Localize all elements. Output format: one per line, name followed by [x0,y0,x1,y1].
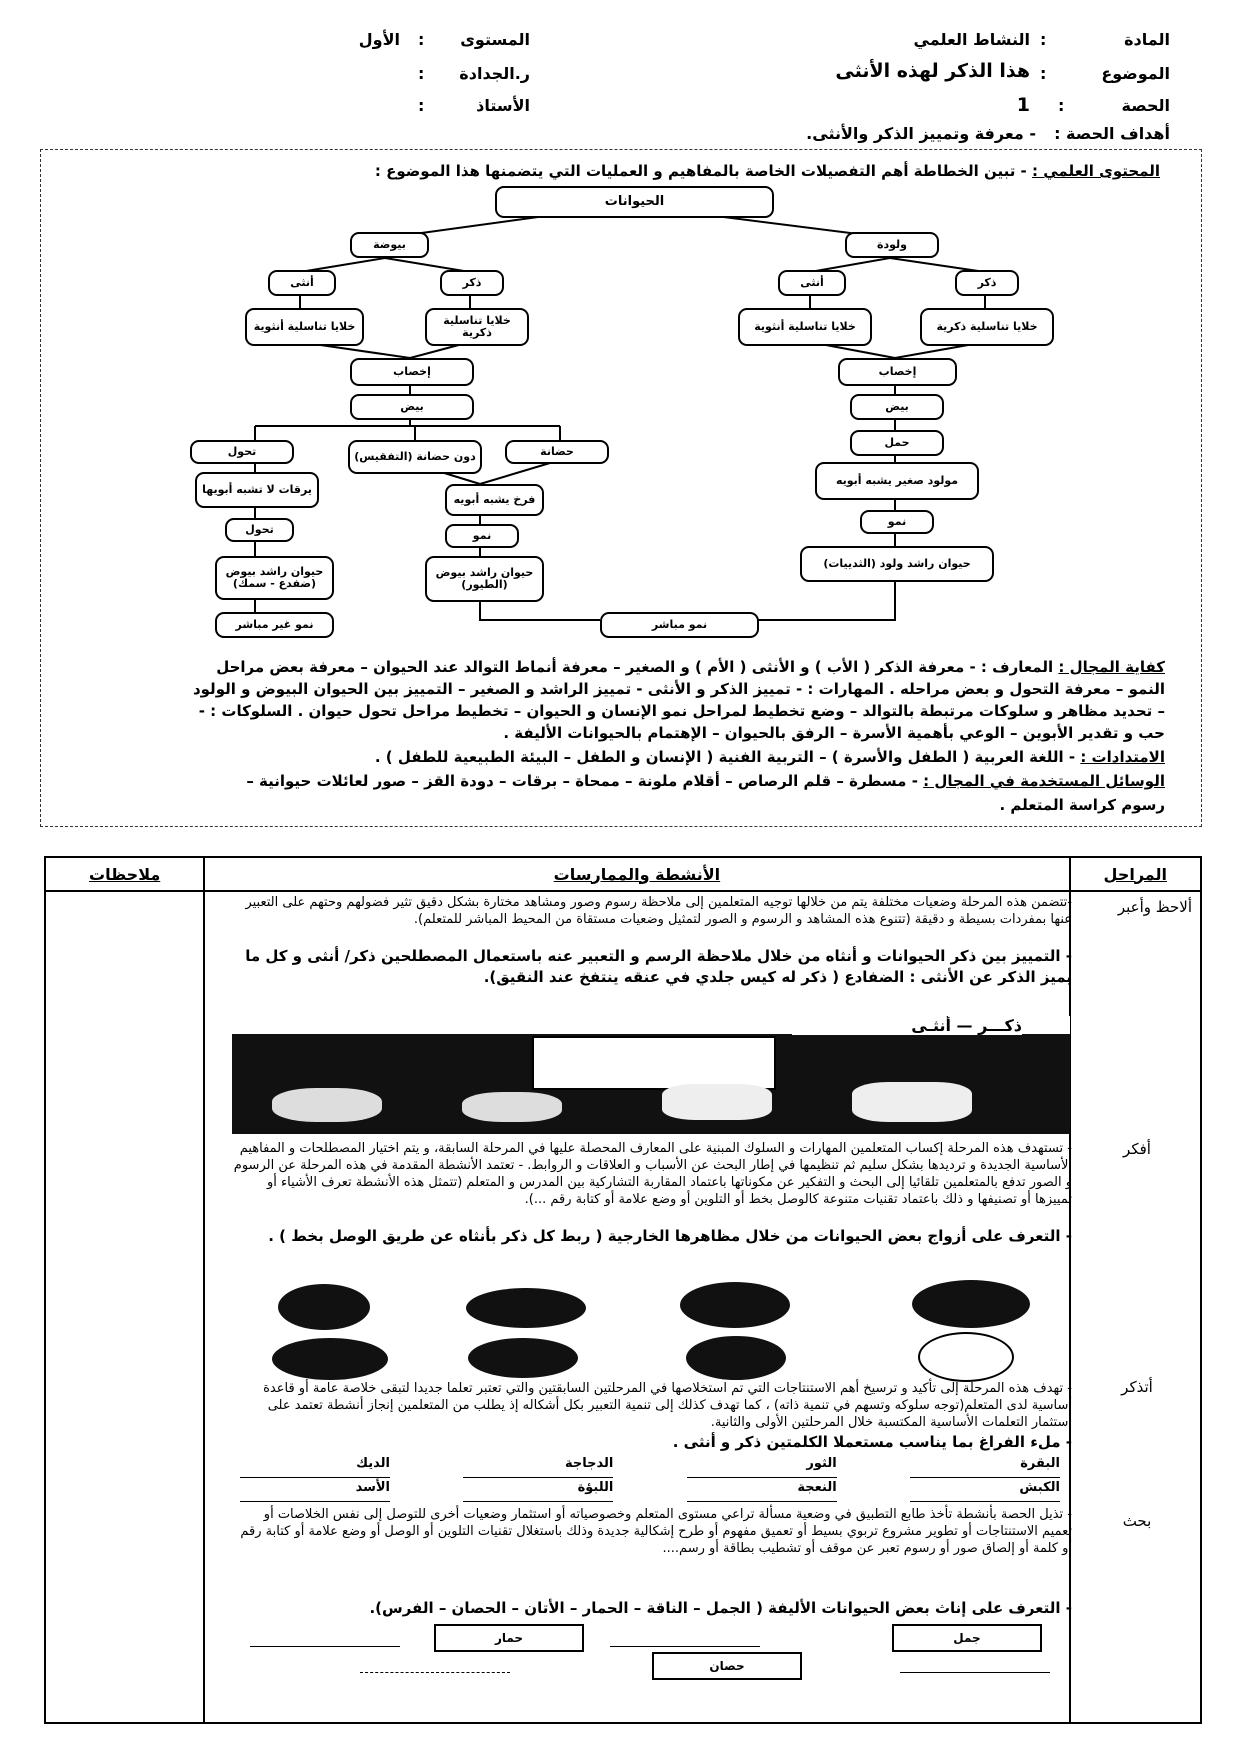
stage3-task: - ملء الفراغ بما يناسب مستعملا الكلمتين ذكر و أنثى . [672,1433,1072,1451]
node-growth-viviparous: نمو [860,510,934,534]
content-intro: - تبين الخطاطة أهم التفصيلات الخاصة بالمفاهيم و العمليات التي يتضمنها هذا الموضوع : [374,162,1027,180]
fill-blank-1[interactable]: البقرة [910,1456,1060,1478]
diagram-connectors [0,180,1241,650]
competence-line-3: – تحديد مظاهر و سلوكات مرتبطة بالتوالد – وضع تخطيط لمراحل نمو الإنسان و الحيوان – تخطيط مراحل تحول حيوان . السلوكات : - [198,702,1165,720]
animal-shape-1 [272,1088,382,1122]
blank-line-1[interactable] [250,1646,400,1647]
subject-colon: : [1040,30,1047,49]
node-adult-oviparous: حيوان راشد بيوض (الطيور) [425,556,544,602]
farm-caption: ذكـــر — أنثـى [792,1016,1022,1035]
animal-silhouette-5 [272,1338,388,1380]
materials-text-1: - مسطرة – قلم الرصاص – أقلام ملونة – ممحاة – برقات – دودة القز – صور لعائلات حيوانية – [246,772,918,790]
extensions-text: - اللغة العربية ( الطفل والأسرة ) – التربية الفنية ( الإنسان و الطفل – البيئة الطبيعية للطفل ) . [374,748,1076,766]
level-value: الأول [358,30,400,49]
header-notes: ملاحظات [45,857,204,891]
stage2-description: - تستهدف هذه المرحلة إكساب المتعلمين المهارات و السلوك المبنية على المعارف المحصلة عليها في المرحلة السابقة، و يتم اختيار المصطلحات و المفاهيم الأساسية الجديدة و ترديدها بشكل سليم ثم تنظيمها في إطار البحث عن الأسباب و العلاقات و الروابط. - تعتمد الأنشطة المقدمة في هذه المرحلة عن الرسوم و الصور تدفع بالمتعلمين تلقائيا إلى البحث و التفكير عن مكوناتها باعتماد المقاربة التشاركية بين المدرس و المتعلم (تتمثل هذه الأنشطة تعرف الأشياء أو تمييزها أو تصنيفها و ذلك باعتماد تقنيات متنوعة كالوصل بخط أو التلوين أو وضع علامة أو كتابة رقم ...). [233,1141,1072,1207]
goals-label: أهداف الحصة : [1054,124,1170,143]
materials-line-2: رسوم كراسة المتعلم . [999,796,1165,814]
competence-line-4: حب و تقدير الأبوين – الوعي بأهمية الأسرة – الرفق بالحيوان – الإهتمام بالحيوانات الأليفة . [503,724,1165,742]
fill-row-2 [240,1480,1060,1502]
fill-blank-2[interactable]: الثور [687,1456,837,1478]
animal-silhouette-8 [918,1332,1014,1382]
animal-silhouette-6 [468,1338,578,1378]
goals-value: - معرفة وتمييز الذكر والأنثى. [806,124,1036,143]
box-camel: جمل [892,1624,1042,1652]
topic-label: الموضوع [1101,64,1170,83]
competence-line-1 [55,656,1165,678]
fill-blank-3[interactable]: الدجاجة [463,1456,613,1478]
blank-line-4[interactable] [900,1672,1050,1673]
header-stages: المراحل [1070,857,1201,891]
node-oviparous-fertilization: إخصاب [350,358,474,386]
subject-label: المادة [1124,30,1170,49]
node-metamorphosis-2: تحول [225,518,294,542]
content-intro-line [60,160,1160,182]
fill-blank-6[interactable]: النعجة [687,1480,837,1502]
box-horse: حصان [652,1652,802,1680]
node-oviparous-male: ذكر [440,270,504,296]
node-larva: يرقات لا تشبه أبويها [195,472,319,508]
header-activities: الأنشطة والممارسات [204,857,1069,891]
node-oviparous: بيوضة [350,232,429,258]
school-label: ر.الجدادة [459,64,530,83]
node-viviparous-female-cells: خلايا تناسلية أنثوية [738,308,872,346]
stage-think: أفكر [1123,1140,1151,1158]
stages-cell [1070,891,1201,1723]
stage4-description: - تذيل الحصة بأنشطة تأخذ طابع التطبيق في وضعية مسألة تراعي مستوى المتعلم وخصوصياته أو استثمار وضعيات أخرى للتوصل إلى نفس الخلاصات أو تعميم الاستنتاجات أو تطوير مشروع تربوي بسيط أو تعميق مفهوم أو طرح إشكالية جديدة وذلك باستغلال تقنيات التلوين أو الوصل أو وضع علامة أو كتابة رقم أو كلمة أو إلصاق صور أو رسوم تعبر عن موقف أو تشطيب بطاقة أو رسم.... [240,1507,1072,1556]
animal-shape-4 [852,1082,972,1122]
node-animals: الحيوانات [495,186,774,218]
stage-remember: أتذكر [1121,1378,1153,1396]
fill-blank-4[interactable]: الديك [240,1456,390,1478]
node-egg: بيض [350,394,474,420]
animal-shape-3 [662,1084,772,1120]
session-colon: : [1058,96,1065,115]
box-donkey: حمار [434,1624,584,1652]
knowledge-label: المعارف : [980,658,1054,676]
node-viviparous-male: ذكر [955,270,1019,296]
node-metamorphosis: تحول [190,440,294,464]
node-oviparous-female-cells: خلايا تناسلية أنثوية [245,308,364,346]
node-viviparous-female: أنثى [778,270,846,296]
animal-silhouette-1 [278,1284,370,1330]
node-viviparous-male-cells: خلايا تناسلية ذكرية [920,308,1054,346]
competence-text-1: - معرفة الذكر ( الأب ) و الأنثى ( الأم ) و الصغير – معرفة أنماط التوالد عند الحيوان – معرفة بعض مراحل [216,658,976,676]
level-label: المستوى [460,30,530,49]
animal-silhouette-4 [912,1280,1030,1328]
competence-line-2: النمو – معرفة التحول و بعض مراحله . المهارات : - تمييز الذكر و الأنثى - تمييز الراشد و الصغير – التمييز بين الحيوان البيوض و الولود [192,680,1165,698]
competence-title: كفاية المجال : [1058,658,1165,676]
node-newborn: مولود صغير يشبه أبويه [815,462,979,500]
animal-silhouette-7 [686,1336,786,1380]
subject-value: النشاط العلمي [913,30,1030,49]
stage-research: بحث [1122,1512,1152,1530]
node-chick: فرخ يشبه أبويه [445,484,544,516]
blank-line-2[interactable] [610,1646,760,1647]
session-label: الحصة [1121,96,1170,115]
node-direct-growth: نمو مباشر [600,612,759,638]
teacher-colon: : [418,96,425,115]
node-no-incubation: دون حضانة (التفقيس) [348,440,482,474]
node-growth-oviparous: نمو [445,524,519,548]
blank-line-3[interactable] [360,1672,510,1673]
teacher-label: الأستاذ [476,96,530,115]
notes-cell [45,891,204,1723]
node-incubation: حضانة [505,440,609,464]
stage1-farm-image [232,1016,1070,1134]
node-adult-viviparous: حيوان راشد ولود (الثدييات) [800,546,994,582]
node-oviparous-male-cells: خلايا تناسلية ذكرية [425,308,529,346]
stage3-description: - تهدف هذه المرحلة إلى تأكيد و ترسيخ أهم الاستنتاجات التي تم استخلاصها في المرحلتين السابقتين والتي تعتبر تعلما جديدا لتبقى خلاصة عامة أو قاعدة أساسية لدى المتعلم(توجه سلوكه وتسهم في تنمية ذاته) ، كما تهدف كذلك إلى تنمية التعبير بكل أشكاله إذ يطلب من المتعلمين إنجاز أنشطة تعتمد على استثمار التعلمات الأساسية المكتسبة خلال المرحلتين الأولى والثانية. [263,1381,1072,1430]
node-oviparous-female: أنثى [268,270,336,296]
session-value: 1 [1016,94,1030,116]
extensions-line [55,746,1165,768]
topic-colon: : [1040,64,1047,83]
node-viviparous: ولودة [845,232,939,258]
stage-observe: ألاحظ وأعبر [1117,898,1192,916]
fill-blank-8[interactable]: الأسد [240,1480,390,1502]
stage1-description: -تتضمن هذه المرحلة وضعيات مختلفة يتم من خلالها توجيه المتعلمين إلى ملاحظة رسوم وصور ومشاهد مختارة بشكل دقيق تثير فضولهم وحتهم على التعبير عنها بمفردات بسيطة و دقيقة (تتنوع هذه المشاهد و الرسوم و الصور لتمثيل وضعيات مستقاة من المحيط المباشر للمتعلم). [245,895,1072,927]
school-colon: : [418,64,425,83]
animal-silhouette-3 [680,1282,790,1328]
content-title: المحتوى العلمي : [1032,162,1160,180]
node-egg-viviparous: بيض [850,394,944,420]
topic-value: هذا الذكر لهذه الأنثى [835,60,1030,82]
stage1-task: - التمييز بين ذكر الحيوانات و أنثاه من خلال ملاحظة الرسم و التعبير عنه باستعمال المصطلحين ذكر/ أنثى و كل ما يميز الذكر عن الأنثى : الضفادع ( ذكر له كيس جلدي في عنقه ينتفخ عند النقيق). [245,947,1072,986]
stage2-task: - التعرف على أزواج بعض الحيوانات من خلال مظاهرها الخارجية ( ربط كل ذكر بأنثاه عن طريق الوصل بخط ) . [268,1227,1072,1245]
node-indirect-growth: نمو غير مباشر [215,612,334,638]
fill-blank-7[interactable]: اللبؤة [463,1480,613,1502]
extensions-title: الامتدادات : [1080,748,1165,766]
farm-barn [532,1036,776,1090]
materials-line-1 [55,770,1165,792]
animal-silhouette-2 [466,1288,586,1328]
stage4-task: - التعرف على إناث بعض الحيوانات الأليفة ( الجمل – الناقة – الحمار – الأتان – الحصان – الفرس). [369,1599,1072,1617]
fill-row-1 [240,1456,1060,1478]
node-viviparous-fertilization: إخصاب [838,358,957,386]
level-colon: : [418,30,425,49]
node-adult-metamorphosis: حيوان راشد بيوض (ضفدع - سمك) [215,556,334,600]
materials-title: الوسائل المستخدمة في المجال : [923,772,1165,790]
fill-blank-5[interactable]: الكبش [910,1480,1060,1502]
node-pregnancy: حمل [850,430,944,456]
animal-shape-2 [462,1092,562,1122]
